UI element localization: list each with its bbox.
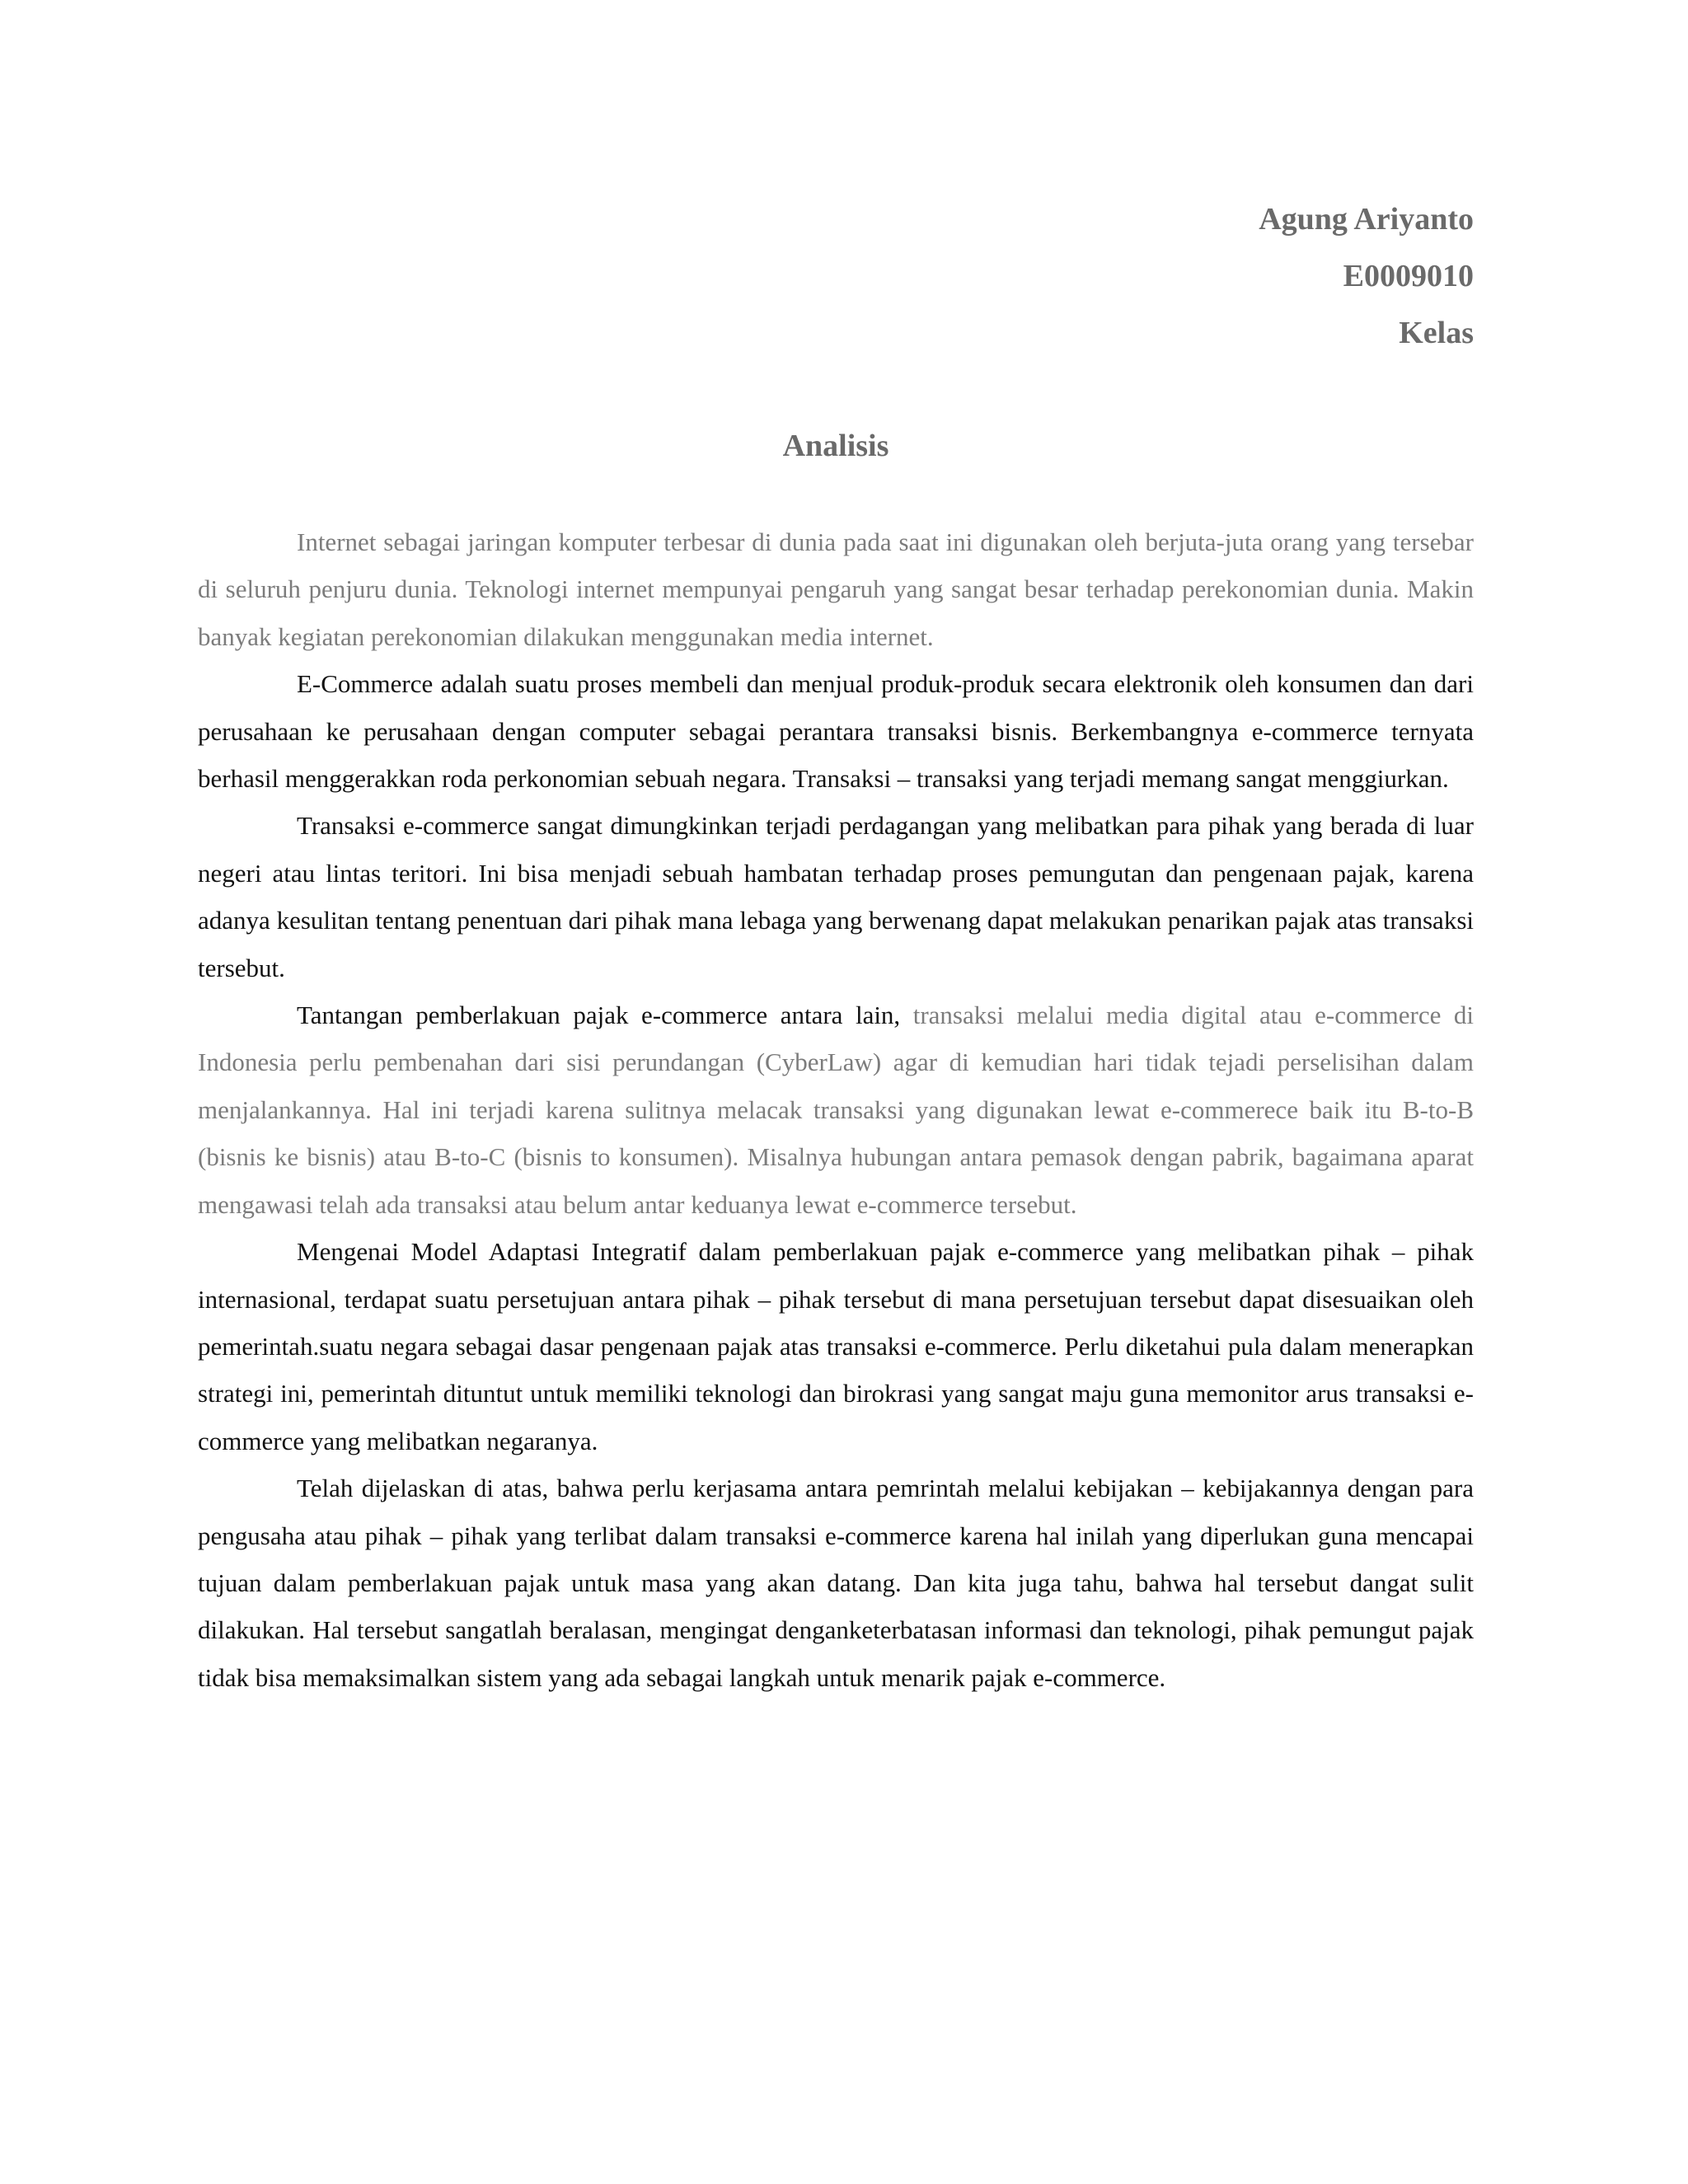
- paragraph-cross-border: Transaksi e-commerce sangat dimungkinkan terjadi perdagangan yang melibatkan para pihak yang berada di luar negeri atau lintas teritori. Ini bisa menjadi sebuah hambatan terhadap proses pemungutan dan pengenaan pajak, karena adanya kesulitan tentang penentuan dari pihak mana lebaga yang berwenang dapat melakukan penarikan pajak atas transaksi tersebut.: [198, 811, 1474, 982]
- paragraph-internet: Internet sebagai jaringan komputer terbesar di dunia pada saat ini digunakan oleh berjuta-juta orang yang tersebar di seluruh penjuru dunia. Teknologi internet mempunyai pengaruh yang sangat besar terhadap perekonomian dunia. Makin banyak kegiatan perekonomian dilakukan menggunakan media internet.: [198, 527, 1474, 651]
- challenges-detail-text: transaksi melalui media digital atau e-commerce di Indonesia perlu pembenahan dari sisi perundangan (CyberLaw) agar di kemudian hari tidak tejadi perselisihan dalam menjalankannya. Hal ini terjadi karena sulitnya melacak transaksi yang digunakan lewat e-commerece baik itu B-to-B (bisnis ke bisnis) atau B-to-C (bisnis to konsumen). Misalnya hubungan antara pemasok dengan pabrik, bagaimana aparat mengawasi telah ada transaksi atau belum antar keduanya lewat e-commerce tersebut.: [198, 1001, 1474, 1219]
- document-body: [198, 518, 1474, 1701]
- paragraph-challenges: [198, 991, 1474, 1228]
- class-label: Kelas: [1399, 316, 1474, 350]
- author-name: Agung Ariyanto: [1259, 202, 1474, 237]
- challenges-lead-text: Tantangan pemberlakuan pajak e-commerce antara lain,: [297, 1001, 901, 1030]
- document-title: Analisis: [782, 429, 889, 463]
- paragraph-ecommerce-definition: E-Commerce adalah suatu proses membeli dan menjual produk-produk secara elektronik oleh konsumen dan dari perusahaan ke perusahaan dengan computer sebagai perantara transaksi bisnis. Berkembangnya e-commerce ternyata berhasil menggerakkan roda perkonomian sebuah negara. Transaksi – transaksi yang terjadi memang sangat menggiurkan.: [198, 669, 1474, 794]
- student-id: E0009010: [1343, 259, 1474, 293]
- paragraph-adaptation-model: Mengenai Model Adaptasi Integratif dalam pemberlakuan pajak e-commerce yang melibatkan pihak – pihak internasional, terdapat suatu persetujuan antara pihak – pihak tersebut di mana persetujuan tersebut dapat disesuaikan oleh pemerintah.suatu negara sebagai dasar pengenaan pajak atas transaksi e-commerce. Perlu diketahui pula dalam menerapkan strategi ini, pemerintah dituntut untuk memiliki teknologi dan birokrasi yang sangat maju guna memonitor arus transaksi e-commerce yang melibatkan negaranya.: [198, 1237, 1474, 1455]
- paragraph-conclusion: Telah dijelaskan di atas, bahwa perlu kerjasama antara pemrintah melalui kebijakan – kebijakannya dengan para pengusaha atau pihak – pihak yang terlibat dalam transaksi e-commerce karena hal inilah yang diperlukan guna mencapai tujuan dalam pemberlakuan pajak untuk masa yang akan datang. Dan kita juga tahu, bahwa hal tersebut dangat sulit dilakukan. Hal tersebut sangatlah beralasan, mengingat denganketerbatasan informasi dan teknologi, pihak pemungut pajak tidak bisa memaksimalkan sistem yang ada sebagai langkah untuk menarik pajak e-commerce.: [198, 1474, 1474, 1692]
- author-info: [814, 191, 1474, 362]
